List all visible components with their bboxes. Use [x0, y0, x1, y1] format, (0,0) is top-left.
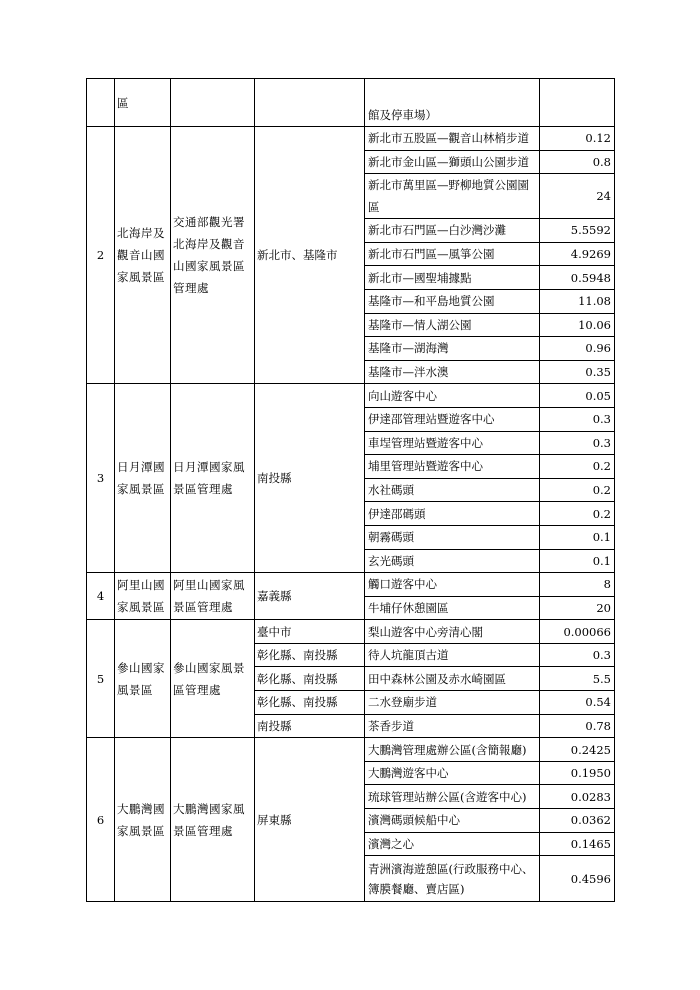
county-cell: 彰化縣、南投縣	[255, 643, 365, 667]
area-cell: 20	[540, 596, 615, 620]
area-cell: 5.5592	[540, 219, 615, 243]
area-cell: 0.2	[540, 502, 615, 526]
area-cell: 0.0362	[540, 809, 615, 833]
area-cell: 0.2	[540, 478, 615, 502]
area-cell: 0.54	[540, 691, 615, 715]
county-cell: 新北市、基隆市	[255, 127, 365, 384]
location-cell: 新北市—國聖埔據點	[365, 266, 540, 290]
location-cell: 梨山遊客中心旁清心閣	[365, 620, 540, 644]
location-cell: 濱灣之心	[365, 832, 540, 856]
area-cell: 24	[540, 174, 615, 219]
location-cell: 朝霧碼頭	[365, 525, 540, 549]
org-cell: 阿里山國家風景區管理處	[171, 573, 255, 620]
org-cell: 交通部觀光署北海岸及觀音山國家風景區管理處	[171, 127, 255, 384]
location-cell: 待人坑龍頂古道	[365, 643, 540, 667]
table-row	[87, 127, 615, 151]
name-cell: 阿里山國家風景區	[115, 573, 171, 620]
area-cell: 0.3	[540, 407, 615, 431]
area-cell: 0.3	[540, 643, 615, 667]
location-cell: 館及停車場）	[365, 79, 540, 127]
org-cell: 大鵬灣國家風景區管理處	[171, 738, 255, 902]
area-cell: 0.4596	[540, 856, 615, 902]
name-cell: 參山國家風景區	[115, 620, 171, 738]
table-row	[87, 573, 615, 597]
county-cell: 屏東縣	[255, 738, 365, 902]
location-cell: 基隆市—泮水澳	[365, 360, 540, 384]
table-row	[87, 384, 615, 408]
area-cell: 0.1465	[540, 832, 615, 856]
location-cell: 大鵬灣管理處辦公區(含簡報廳)	[365, 738, 540, 762]
location-cell: 玄光碼頭	[365, 549, 540, 573]
area-cell: 0.78	[540, 714, 615, 738]
location-cell: 新北市萬里區—野柳地質公園園區	[365, 174, 540, 219]
location-cell: 觸口遊客中心	[365, 573, 540, 597]
location-cell: 牛埔仔休憩園區	[365, 596, 540, 620]
county-cell: 嘉義縣	[255, 573, 365, 620]
area-cell: 0.12	[540, 127, 615, 151]
location-cell: 埔里管理站暨遊客中心	[365, 455, 540, 479]
area-cell: 11.08	[540, 289, 615, 313]
county-cell	[255, 79, 365, 127]
area-cell: 4.9269	[540, 242, 615, 266]
area-cell: 8	[540, 573, 615, 597]
area-cell: 0.05	[540, 384, 615, 408]
location-cell: 二水登廟步道	[365, 691, 540, 715]
number-cell: 2	[87, 127, 115, 384]
location-cell: 新北市五股區—觀音山林梢步道	[365, 127, 540, 151]
location-cell: 田中森林公園及赤水崎園區	[365, 667, 540, 691]
number-cell: 3	[87, 384, 115, 573]
area-cell: 0.1	[540, 525, 615, 549]
location-cell: 琉球管理站辦公區(含遊客中心)	[365, 785, 540, 809]
location-cell: 基隆市—湖海灣	[365, 337, 540, 361]
area-cell: 0.2425	[540, 738, 615, 762]
number-cell	[87, 79, 115, 127]
number-cell: 4	[87, 573, 115, 620]
scenic-area-table	[86, 78, 615, 902]
area-cell: 0.3	[540, 431, 615, 455]
county-cell: 彰化縣、南投縣	[255, 691, 365, 715]
area-cell: 0.96	[540, 337, 615, 361]
area-cell: 0.35	[540, 360, 615, 384]
location-cell: 新北市石門區—風箏公園	[365, 242, 540, 266]
name-cell: 北海岸及觀音山國家風景區	[115, 127, 171, 384]
table-row	[87, 620, 615, 644]
number-cell: 5	[87, 620, 115, 738]
name-cell: 區	[115, 79, 171, 127]
area-cell	[540, 79, 615, 127]
location-cell: 大鵬灣遊客中心	[365, 761, 540, 785]
area-cell: 10.06	[540, 313, 615, 337]
org-cell	[171, 79, 255, 127]
location-cell: 青洲濱海遊憩區(行政服務中心、簿膜餐廳、賣店區)	[365, 856, 540, 902]
name-cell: 日月潭國家風景區	[115, 384, 171, 573]
location-cell: 車埕管理站暨遊客中心	[365, 431, 540, 455]
area-cell: 0.1	[540, 549, 615, 573]
area-cell: 5.5	[540, 667, 615, 691]
location-cell: 新北市金山區—獅頭山公園步道	[365, 150, 540, 174]
area-cell: 0.0283	[540, 785, 615, 809]
table-row	[87, 79, 615, 127]
location-cell: 伊達邵碼頭	[365, 502, 540, 526]
org-cell: 參山國家風景區管理處	[171, 620, 255, 738]
location-cell: 水社碼頭	[365, 478, 540, 502]
name-cell: 大鵬灣國家風景區	[115, 738, 171, 902]
area-cell: 0.5948	[540, 266, 615, 290]
area-cell: 0.2	[540, 455, 615, 479]
location-cell: 新北市石門區—白沙灣沙灘	[365, 219, 540, 243]
county-cell: 南投縣	[255, 384, 365, 573]
location-cell: 伊達邵管理站暨遊客中心	[365, 407, 540, 431]
location-cell: 向山遊客中心	[365, 384, 540, 408]
area-cell: 0.00066	[540, 620, 615, 644]
location-cell: 茶香步道	[365, 714, 540, 738]
county-cell: 臺中市	[255, 620, 365, 644]
area-cell: 0.1950	[540, 761, 615, 785]
number-cell: 6	[87, 738, 115, 902]
location-cell: 濱灣碼頭候船中心	[365, 809, 540, 833]
org-cell: 日月潭國家風景區管理處	[171, 384, 255, 573]
county-cell: 南投縣	[255, 714, 365, 738]
location-cell: 基隆市—情人湖公園	[365, 313, 540, 337]
location-cell: 基隆市—和平島地質公園	[365, 289, 540, 313]
table-row	[87, 738, 615, 762]
area-cell: 0.8	[540, 150, 615, 174]
county-cell: 彰化縣、南投縣	[255, 667, 365, 691]
